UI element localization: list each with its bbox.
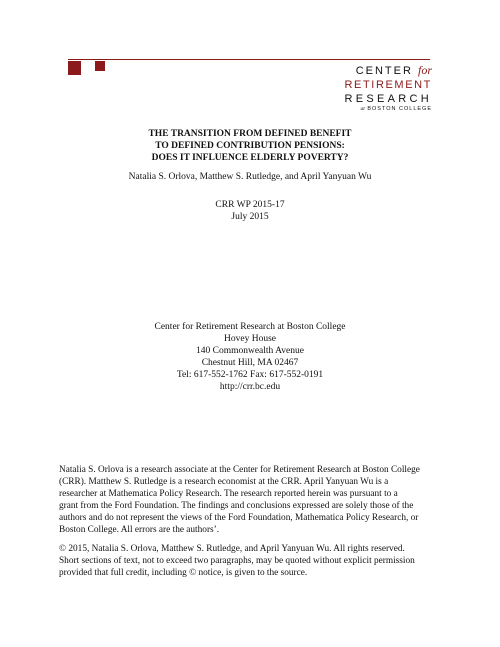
logo-for: for xyxy=(417,63,432,77)
bio-line: (CRR). Matthew S. Rutledge is a research economist at the CRR. April Yanyuan Wu is a xyxy=(59,477,389,487)
working-paper-number: CRR WP 2015-17 xyxy=(215,200,285,210)
address-url: http://crr.bc.edu xyxy=(219,382,281,392)
bio-line: authors and do not represent the views of the Ford Foundation, Mathematica Policy Research, or xyxy=(59,513,419,523)
address-line: Hovey House xyxy=(224,334,276,344)
copyright-line: provided that full credit, including © notice, is given to the source. xyxy=(59,568,308,578)
title-line: DOES IT INFLUENCE ELDERLY POVERTY? xyxy=(151,153,349,163)
bio-line: grant from the Ford Foundation. The findings and conclusions expressed are solely those of the xyxy=(59,501,414,511)
title-line: THE TRANSITION FROM DEFINED BENEFIT xyxy=(148,129,352,139)
title-line: TO DEFINED CONTRIBUTION PENSIONS: xyxy=(155,141,345,151)
logo-line-college: at BOSTON COLLEGE xyxy=(360,106,432,112)
author-list: Natalia S. Orlova, Matthew S. Rutledge, and April Yanyuan Wu xyxy=(128,172,372,182)
address-line: Chestnut Hill, MA 02467 xyxy=(201,358,299,368)
logo-square-large xyxy=(68,61,81,75)
logo-line-research: RESEARCH xyxy=(344,93,432,105)
working-paper-info xyxy=(0,199,500,223)
address-line: Center for Retirement Research at Boston College xyxy=(154,322,346,332)
address-line: Tel: 617-552-1762 Fax: 617-552-0191 xyxy=(176,370,324,380)
publication-date: July 2015 xyxy=(231,212,269,222)
bio-line: researcher at Mathematica Policy Research. The research reported herein was pursuant to a xyxy=(59,489,398,499)
logo-line-center: CENTER for xyxy=(355,63,432,77)
author-bio-paragraph xyxy=(59,464,449,536)
logo-square-small xyxy=(95,61,105,71)
copyright-notice xyxy=(59,543,449,579)
crr-logo xyxy=(340,64,432,113)
copyright-line: Short sections of text, not to exceed two paragraphs, may be quoted without explicit permission xyxy=(59,556,415,566)
bio-line: Natalia S. Orlova is a research associate at the Center for Retirement Research at Boston College xyxy=(59,465,420,475)
header-rule xyxy=(68,59,430,60)
copyright-line: © 2015, Natalia S. Orlova, Matthew S. Rutledge, and April Yanyuan Wu. All rights reserved. xyxy=(59,544,405,554)
bio-line: Boston College. All errors are the authors’. xyxy=(59,525,220,535)
logo-line-retirement: RETIREMENT xyxy=(344,79,432,91)
institution-address xyxy=(0,321,500,393)
address-line: 140 Commonwealth Avenue xyxy=(195,346,304,356)
paper-title xyxy=(0,128,500,164)
